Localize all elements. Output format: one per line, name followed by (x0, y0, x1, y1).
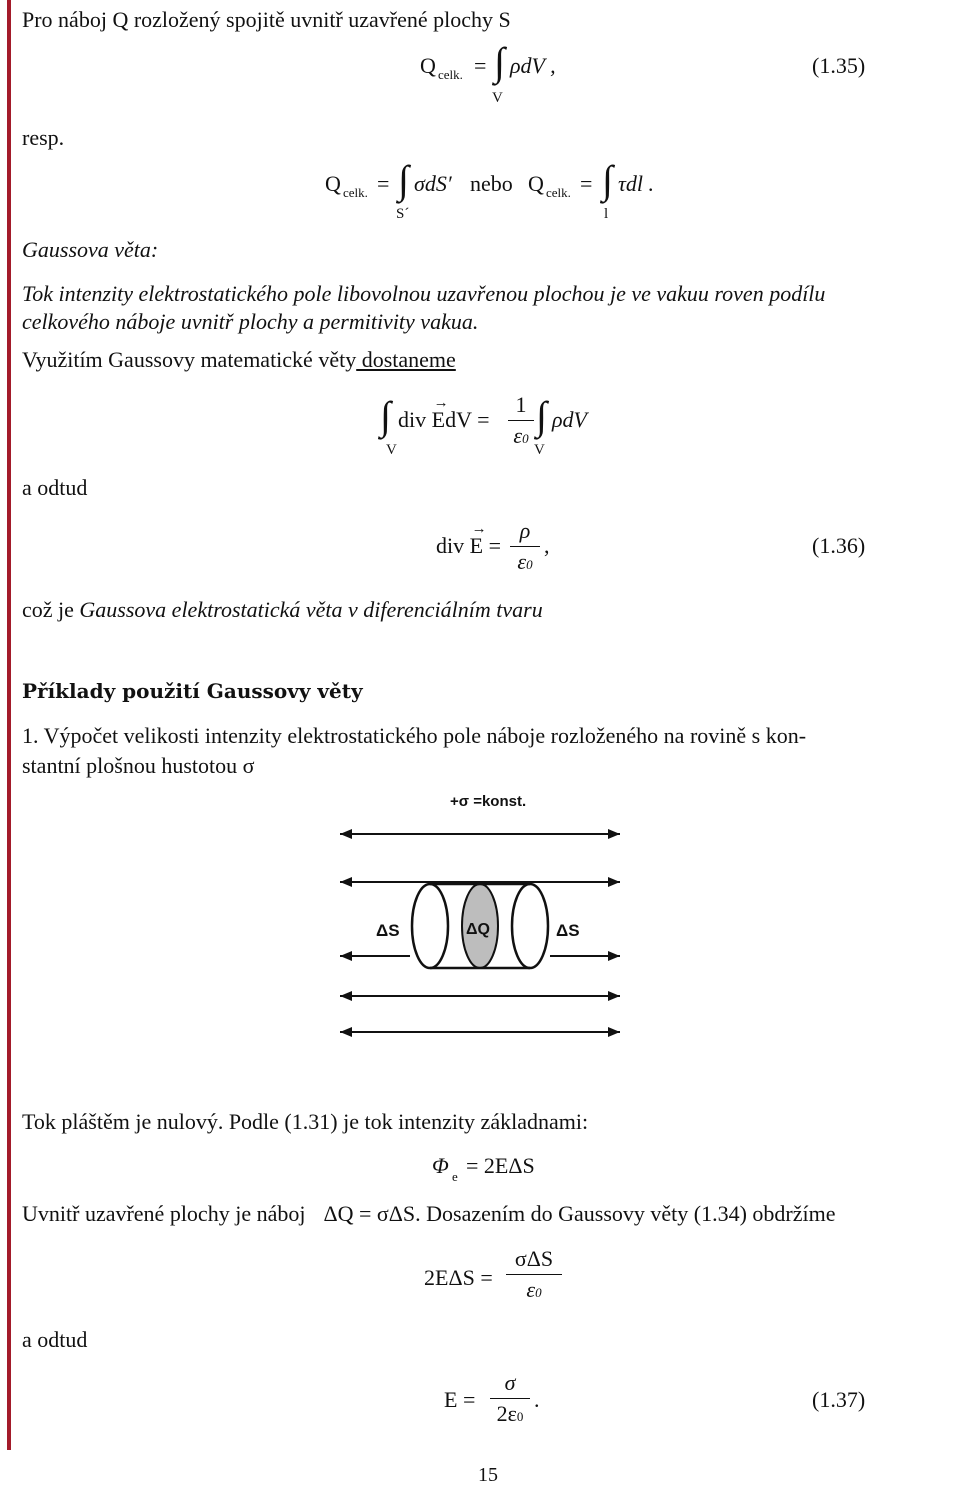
eqint-num: 1 (515, 392, 527, 417)
eqint-integrand2: ρdV (552, 407, 587, 432)
figure-label-top: +σ =konst. (450, 793, 527, 810)
eqalt-eq2: = (580, 171, 593, 196)
eq136-number: (1.36) (812, 533, 866, 558)
eqalt-integrand1: σdS′ (414, 171, 452, 196)
using-text-b: dostaneme (356, 347, 456, 372)
gauss-statement-line1: Tok intenzity elektrostatického pole libovolnou uzavřenou plochou je ve vakuu roven podílu (22, 281, 826, 306)
examples-heading: Příklady použití Gaussovy věty (22, 679, 363, 703)
intro-text: Pro náboj Q rozložený spojitě uvnitř uzavřené plochy S (22, 7, 511, 32)
eq137-tail: . (534, 1387, 540, 1412)
eq2es-lhs: 2EΔS = (424, 1265, 493, 1290)
inside-text (22, 1202, 836, 1226)
integral-sign: ∫ (536, 393, 547, 438)
eq137-lhs: E = (444, 1387, 476, 1412)
eqint-fraction (508, 392, 534, 449)
using-text (22, 348, 456, 372)
eq135-sub: celk. (438, 67, 463, 82)
eq135-limit: V (492, 90, 503, 106)
integral-sign: ∫ (602, 157, 613, 202)
eqint-limit2: V (534, 442, 545, 458)
eqint-limit1: V (386, 442, 397, 458)
eq137-num: σ (504, 1370, 516, 1395)
flux-text: Tok pláštěm je nulový. Podle (1.31) je tok intenzity základnami: (22, 1109, 589, 1134)
gauss-heading: Gaussova věta: (22, 237, 159, 262)
integral-sign: ∫ (398, 157, 409, 202)
eqalt-lhs: Q (325, 171, 341, 196)
eqflux-rhs: = 2EΔS (466, 1153, 535, 1178)
eqalt-lhs2: Q (528, 171, 544, 196)
eq136-num: ρ (519, 518, 531, 543)
using-text-a: Využitím Gaussovy matematické věty (22, 347, 357, 372)
eq137-number: (1.37) (812, 1387, 866, 1412)
eq135-integrand: ρdV , (510, 53, 556, 78)
eqalt-limit1: S´ (396, 206, 410, 222)
eqalt-integrand2: τdl . (618, 171, 654, 196)
eqint-integrand: div → EdV = (398, 408, 489, 432)
eq136-den: ε0 (517, 549, 533, 574)
resp-text: resp. (22, 125, 65, 150)
eq136-tail: , (544, 533, 550, 558)
eqint-den: ε0 (513, 423, 529, 448)
eq2es-den: ε0 (526, 1277, 542, 1302)
inside-text-a: Uvnitř uzavřené plochy je náboj (22, 1201, 306, 1226)
figure-label-right: ΔS (556, 921, 580, 940)
eq136-lhs: div → E = (436, 534, 501, 558)
inside-equation: ΔQ = σΔS (323, 1201, 416, 1226)
figure-label-left: ΔS (376, 921, 400, 940)
eq135-eq: = (474, 53, 487, 78)
a-odtud-1: a odtud (22, 475, 88, 500)
eqalt-mid: nebo (470, 171, 513, 196)
eq135-lhs: Q (420, 53, 436, 78)
eqflux-sub: e (452, 1169, 458, 1184)
example1-line2: stantní plošnou hustotou σ (22, 753, 255, 778)
gauss-statement-line2: celkového náboje uvnitř plochy a permitivity vakua. (22, 309, 479, 334)
eq2es-num: σΔS (514, 1246, 554, 1271)
a-odtud-2: a odtud (22, 1327, 88, 1352)
figure-label-center: ΔQ (466, 921, 490, 938)
eq136-fraction (510, 518, 540, 575)
integral-sign: ∫ (494, 39, 505, 84)
integral-sign: ∫ (380, 393, 391, 438)
eqalt-limit2: l (604, 206, 609, 222)
eqflux-phi: Φ (432, 1153, 449, 1178)
eq2es-fraction (506, 1246, 562, 1303)
eqalt-sub: celk. (343, 185, 368, 200)
coz-je-a: což je (22, 597, 80, 622)
margin-line (7, 0, 11, 1450)
eqalt-eq1: = (377, 171, 390, 196)
page-number: 15 (478, 1464, 498, 1486)
cylinder-figure (330, 786, 630, 1046)
eq135-number: (1.35) (812, 53, 866, 78)
eq137-fraction (490, 1370, 530, 1427)
eqalt-sub2: celk. (546, 185, 571, 200)
eq137-den: 2ε0 (496, 1401, 524, 1426)
coz-je-italic: Gaussova elektrostatická věta v diferenciálním tvaru (79, 597, 543, 622)
coz-je-text (22, 598, 543, 622)
example1-line1: 1. Výpočet velikosti intenzity elektrostatického pole náboje rozloženého na rovině s kon- (22, 723, 807, 748)
inside-text-b: . Dosazením do Gaussovy věty (1.34) obdržíme (415, 1201, 836, 1226)
